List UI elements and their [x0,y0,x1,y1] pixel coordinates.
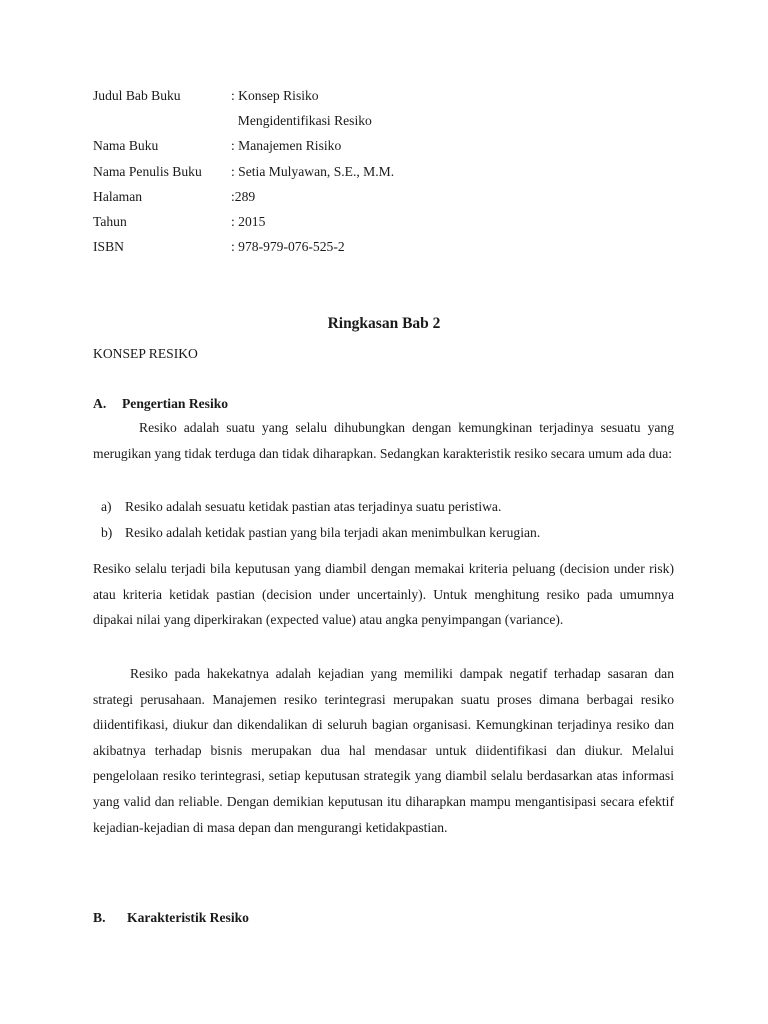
meta-label: Nama Buku [93,138,159,154]
meta-row-chapter-title [93,86,653,111]
book-metadata [93,86,653,262]
meta-label: Nama Penulis Buku [93,163,202,179]
list-text: Resiko adalah ketidak pastian yang bila terjadi akan menimbulkan kerugian. [125,525,541,540]
meta-value: : 2015 [231,213,266,229]
meta-value: : Setia Mulyawan, S.E., M.M. [231,163,395,179]
section-b-heading [93,908,249,928]
meta-row-book-name [93,136,653,161]
characteristics-list [101,497,671,549]
chapter-heading: KONSEP RESIKO [93,346,198,361]
meta-row-chapter-subtitle [93,111,653,136]
paragraph-decision-risk: Resiko selalu terjadi bila keputusan yang diambil dengan memakai kriteria peluang (decision under risk) atau kriteria ketidak pastian (decision under uncertainly). Untuk menghitung resiko pada umumnya dipakai nilai yang diperkirakan (expected value) atau angka penyimpangan (variance). [93,561,674,628]
meta-value: : Konsep Risiko [231,88,319,103]
meta-value: : 978-979-076-525-2 [231,239,345,255]
meta-label: Judul Bab Buku [93,88,181,103]
section-a-heading [93,394,228,414]
meta-row-year [93,212,653,237]
section-number: B. [93,910,106,925]
list-item [101,523,671,549]
meta-row-isbn [93,237,653,262]
list-marker: a) [101,499,112,514]
section-title: Pengertian Resiko [122,396,229,411]
meta-value: Mengidentifikasi Resiko [231,113,372,129]
summary-title: Ringkasan Bab 2 [327,315,441,332]
meta-row-author [93,162,653,187]
meta-label: Halaman [93,188,143,204]
paragraph-integrated-risk: Resiko pada hakekatnya adalah kejadian yang memiliki dampak negatif terhadap sasaran dan strategi perusahaan. Manajemen resiko terintegrasi merupakan suatu proses dimana berbagai resiko diidentifikasi, diukur dan dikendalikan di seluruh bagian organisasi. Kemungkinan terjadinya resiko dan akibatnya terhadap bisnis merupakan dua hal mendasar untuk diidentifikasi dan diukur. Melalui pengelolaan resiko terintegrasi, setiap keputusan strategik yang diambil selalu berdasarkan atas informasi yang valid dan reliable. Dengan demikian keputusan itu diharapkan mampu mengantisipasi secara efektif kejadian-kejadian di masa depan dan mengurangi ketidakpastian. [93,666,674,835]
meta-label: ISBN [93,239,124,255]
list-text: Resiko adalah sesuatu ketidak pastian atas terjadinya suatu peristiwa. [125,499,502,514]
list-item [101,497,671,523]
section-number: A. [93,396,107,411]
meta-row-page [93,187,653,212]
meta-value: :289 [231,188,256,204]
meta-label: Tahun [93,213,127,229]
section-title: Karakteristik Resiko [127,910,249,925]
meta-value: : Manajemen Risiko [231,138,342,154]
paragraph-definition: Resiko adalah suatu yang selalu dihubungkan dengan kemungkinan terjadinya sesuatu yang merugikan yang tidak terduga dan tidak diharapkan. Sedangkan karakteristik resiko secara umum ada dua: [93,420,674,461]
list-marker: b) [101,525,113,540]
